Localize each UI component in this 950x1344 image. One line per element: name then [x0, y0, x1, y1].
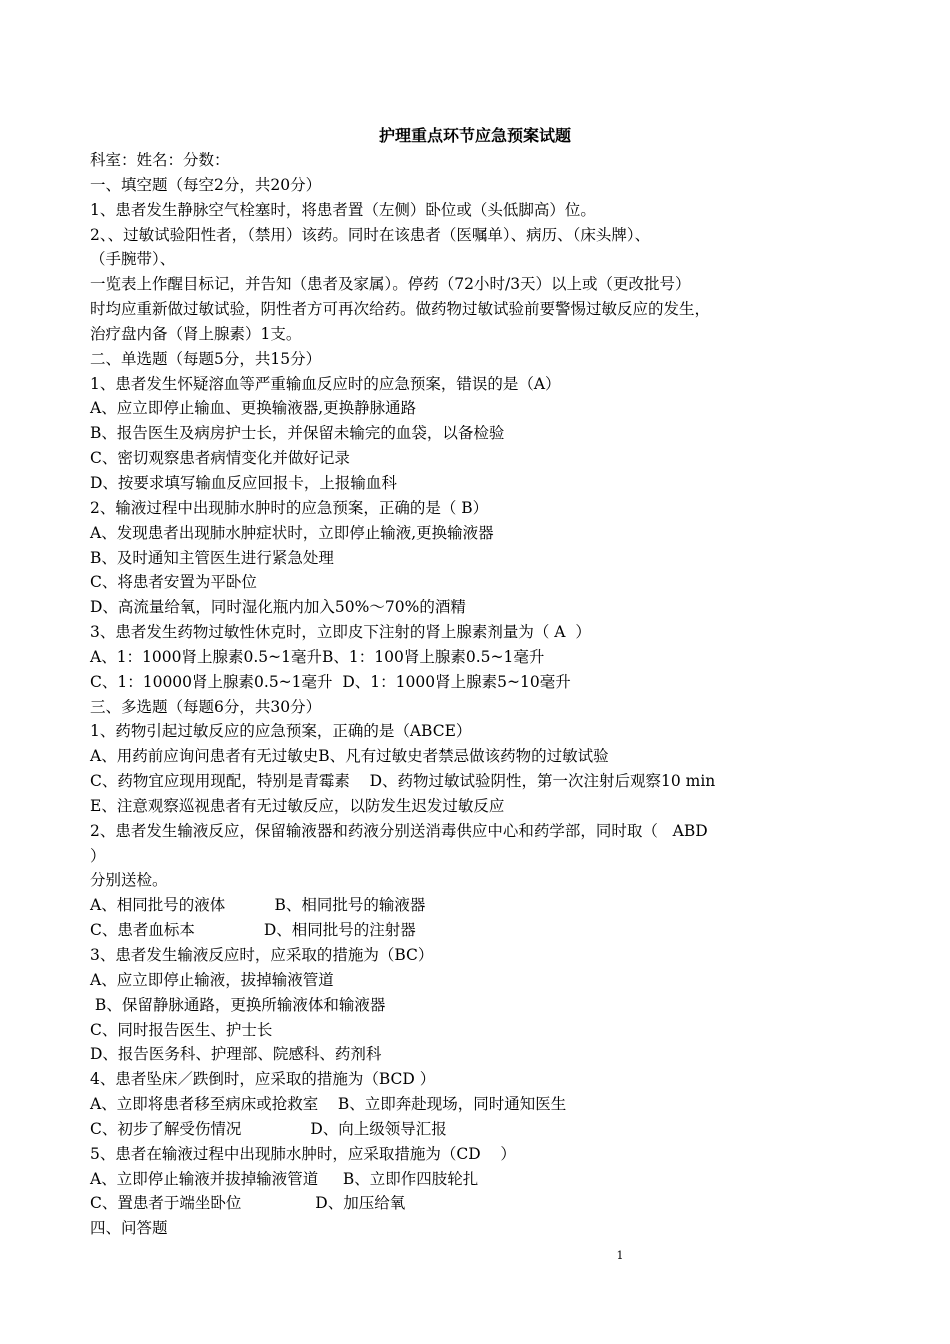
text-line: C、药物宜应现用现配，特别是青霉素 D、药物过敏试验阴性，第一次注射后观察10 min	[90, 772, 716, 791]
text-line: 二、单选题（每题5分，共15分）	[90, 349, 322, 368]
text-line: C、初步了解受伤情况 D、向上级领导汇报	[90, 1119, 447, 1138]
text-line: 5、患者在输液过程中出现肺水肿时，应采取措施为（CD ）	[90, 1144, 516, 1163]
text-line: B、保留静脉通路，更换所输液体和输液器	[90, 995, 386, 1014]
text-line: D、高流量给氧，同时湿化瓶内加入50%～70%的酒精	[90, 598, 466, 617]
text-line: A、发现患者出现肺水肿症状时，立即停止输液,更换输液器	[90, 523, 494, 542]
text-line: A、应立即停止输血、更换输液器,更换静脉通路	[90, 399, 417, 418]
text-line: C、同时报告医生、护士长	[90, 1020, 273, 1039]
text-line: ）	[90, 846, 106, 865]
text-line: 一、填空题（每空2分，共20分）	[90, 175, 322, 194]
text-line: （手腕带）、	[90, 250, 176, 269]
text-line: 一览表上作醒目标记，并告知（患者及家属）。停药（72小时/3天）以上或（更改批号）	[90, 275, 691, 294]
text-line: A、立即将患者移至病床或抢救室 B、立即奔赴现场，同时通知医生	[90, 1095, 567, 1114]
document-body	[90, 148, 862, 1241]
text-line: B、及时通知主管医生进行紧急处理	[90, 548, 334, 567]
text-line: C、将患者安置为平卧位	[90, 573, 257, 592]
text-line: 3、患者发生药物过敏性休克时，立即皮下注射的肾上腺素剂量为（ A ）	[90, 623, 591, 642]
text-line: C、置患者于端坐卧位 D、加压给氧	[90, 1194, 406, 1213]
text-line: 1、患者发生静脉空气栓塞时，将患者置（左侧）卧位或（头低脚高）位。	[90, 200, 596, 219]
text-line: C、密切观察患者病情变化并做好记录	[90, 449, 350, 468]
text-line: 1、药物引起过敏反应的应急预案，正确的是（ABCE）	[90, 722, 472, 741]
text-line: 三、多选题（每题6分，共30分）	[90, 697, 322, 716]
text-line: A、应立即停止输液，拔掉输液管道	[90, 970, 334, 989]
text-line: A、1：1000肾上腺素0.5~1毫升B、1：100肾上腺素0.5~1毫升	[90, 647, 545, 666]
text-line: E、注意观察巡视患者有无过敏反应，以防发生迟发过敏反应	[90, 796, 505, 815]
text-line: 科室：姓名：分数：	[90, 151, 230, 169]
text-line: B、报告医生及病房护士长，并保留未输完的血袋，以备检验	[90, 424, 505, 443]
text-line: 2、输液过程中出现肺水肿时的应急预案，正确的是（ B）	[90, 498, 489, 517]
text-line: D、报告医务科、护理部、院感科、药剂科	[90, 1045, 382, 1064]
text-line: 四、问答题	[90, 1219, 168, 1238]
text-line: A、立即停止输液并拔掉输液管道 B、立即作四肢轮扎	[90, 1169, 479, 1188]
text-line: C、患者血标本 D、相同批号的注射器	[90, 921, 416, 940]
text-line: 4、患者坠床／跌倒时，应采取的措施为（BCD ）	[90, 1070, 436, 1089]
text-line: 分别送检。	[90, 871, 168, 890]
text-line: D、按要求填写输血反应回报卡，上报输血科	[90, 473, 397, 492]
document-title: 护理重点环节应急预案试题	[378, 126, 571, 145]
text-line: 治疗盘内备（肾上腺素）1支。	[90, 324, 302, 343]
text-line: 2、、过敏试验阳性者，（禁用）该药。同时在该患者（医嘱单）、病历、（床头牌）、	[90, 225, 651, 244]
text-line: 时均应重新做过敏试验，阴性者方可再次给药。做药物过敏试验前要警惕过敏反应的发生，	[90, 300, 711, 319]
text-line: 2、患者发生输液反应，保留输液器和药液分别送消毒供应中心和药学部，同时取（ ABD	[90, 821, 708, 840]
text-line: A、用药前应询问患者有无过敏史B、凡有过敏史者禁忌做该药物的过敏试验	[90, 747, 609, 766]
text-line: C、1：10000肾上腺素0.5~1毫升 D、1：1000肾上腺素5~10毫升	[90, 672, 571, 691]
text-line: A、相同批号的液体 B、相同批号的输液器	[90, 896, 426, 915]
page-number: 1	[616, 1249, 624, 1262]
text-line: 3、患者发生输液反应时，应采取的措施为（BC）	[90, 946, 434, 964]
text-line: 1、患者发生怀疑溶血等严重输血反应时的应急预案，错误的是（A）	[90, 374, 561, 393]
